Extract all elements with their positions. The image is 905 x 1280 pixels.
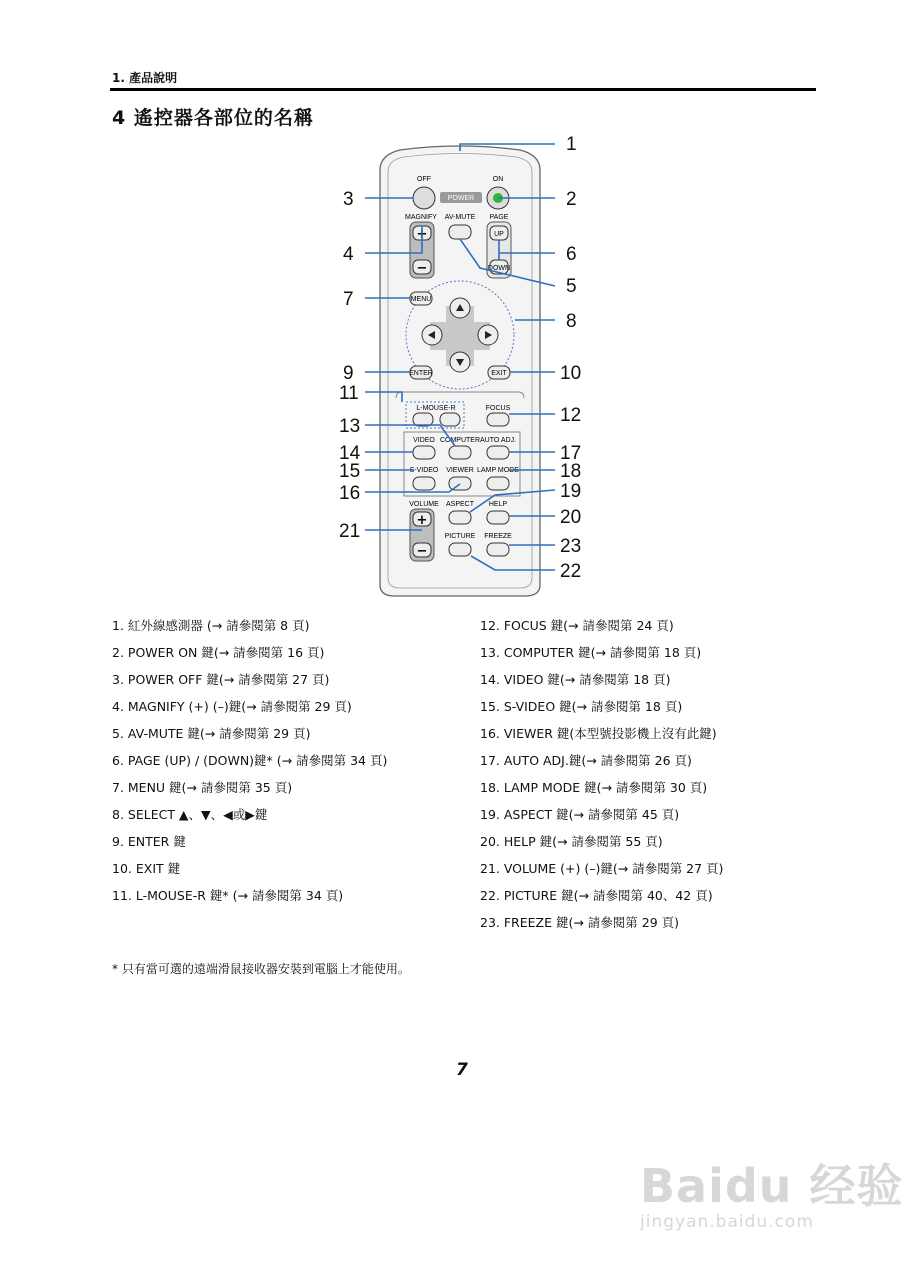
callout-2: 2: [566, 189, 577, 210]
list-item: 16. VIEWER 鍵(本型號投影機上沒有此鍵): [480, 726, 717, 741]
aspect-button: [449, 511, 471, 524]
remote-diagram: [330, 130, 600, 600]
svideo-label: S-VIDEO: [409, 467, 439, 474]
page-title: 4 遙控器各部位的名稱: [112, 107, 314, 129]
viewer-button: [449, 477, 471, 490]
list-item: 19. ASPECT 鍵(→ 請參閱第 45 頁): [480, 807, 680, 822]
list-item: 1. 紅外線感測器 (→ 請參閱第 8 頁): [112, 618, 310, 633]
svg-text:DOWN: DOWN: [487, 265, 511, 272]
list-item: 4. MAGNIFY (+) (–)鍵(→ 請參閱第 29 頁): [112, 699, 352, 714]
aspect-label: ASPECT: [445, 501, 475, 508]
lampmode-label: LAMP MODE: [477, 467, 519, 474]
callout-7: 7: [343, 289, 354, 310]
off-label: OFF: [417, 176, 431, 183]
watermark-url: jingyan.baidu.com: [640, 1212, 814, 1232]
callout-8: 8: [566, 311, 577, 332]
callout-19: 19: [560, 481, 582, 502]
list-item: 3. POWER OFF 鍵(→ 請參閱第 27 頁): [112, 672, 330, 687]
callout-15: 15: [339, 461, 361, 482]
focus-label: FOCUS: [485, 405, 511, 412]
header-rule: [110, 88, 816, 91]
page-label: PAGE: [489, 214, 509, 221]
list-item: 23. FREEZE 鍵(→ 請參閱第 29 頁): [480, 915, 680, 930]
list-item: 6. PAGE (UP) / (DOWN)鍵* (→ 請參閱第 34 頁): [112, 753, 388, 768]
svg-text:−: −: [416, 544, 428, 559]
list-item: 2. POWER ON 鍵(→ 請參閱第 16 頁): [112, 645, 325, 660]
computer-label: COMPUTER: [439, 437, 481, 444]
footnote: * 只有當可選的遠端滑鼠接收器安裝到電腦上才能使用。: [112, 962, 410, 976]
callout-4: 4: [343, 244, 354, 265]
avmute-button: [449, 225, 471, 239]
callout-5: 5: [566, 276, 577, 297]
help-button: [487, 511, 509, 524]
list-item: 21. VOLUME (+) (–)鍵(→ 請參閱第 27 頁): [480, 861, 724, 876]
focus-button: [487, 413, 509, 426]
list-item: 17. AUTO ADJ.鍵(→ 請參閱第 26 頁): [480, 753, 692, 768]
svideo-button: [413, 477, 435, 490]
button-list-left: [112, 612, 387, 909]
list-item: 18. LAMP MODE 鍵(→ 請參閱第 30 頁): [480, 780, 708, 795]
svg-text:UP: UP: [494, 231, 504, 238]
callout-10: 10: [560, 363, 582, 384]
lampmode-button: [487, 477, 509, 490]
picture-button: [449, 543, 471, 556]
on-label: ON: [492, 176, 504, 183]
page-number: 7: [456, 1060, 468, 1080]
svg-text:EXIT: EXIT: [491, 370, 507, 377]
r-mouse-button: [440, 413, 460, 426]
picture-label: PICTURE: [444, 533, 476, 540]
avmute-label: AV-MUTE: [444, 214, 476, 221]
list-item: 9. ENTER 鍵: [112, 834, 186, 849]
list-item: 10. EXIT 鍵: [112, 861, 181, 876]
list-item: 14. VIDEO 鍵(→ 請參閱第 18 頁): [480, 672, 671, 687]
power-label: POWER: [447, 195, 475, 202]
callout-18: 18: [560, 461, 582, 482]
magnify-label: MAGNIFY: [405, 214, 437, 221]
callout-14: 14: [339, 443, 361, 464]
list-item: 20. HELP 鍵(→ 請參閱第 55 頁): [480, 834, 663, 849]
volume-label: VOLUME: [409, 501, 439, 508]
lmouser-label: L-MOUSE-R: [416, 405, 456, 412]
callout-13: 13: [339, 416, 361, 437]
list-item: 7. MENU 鍵(→ 請參閱第 35 頁): [112, 780, 293, 795]
callout-12: 12: [560, 405, 582, 426]
autoadj-label: AUTO ADJ.: [479, 437, 517, 444]
svg-text:MENU: MENU: [410, 296, 432, 303]
callout-6: 6: [566, 244, 577, 265]
freeze-button: [487, 543, 509, 556]
watermark-logo: Baidu 经验: [640, 1159, 904, 1213]
list-item: 5. AV-MUTE 鍵(→ 請參閱第 29 頁): [112, 726, 311, 741]
autoadj-button: [487, 446, 509, 459]
watermark: [640, 1150, 904, 1232]
callout-21: 21: [339, 521, 361, 542]
video-label: VIDEO: [413, 437, 435, 444]
callout-9: 9: [343, 363, 354, 384]
list-item: 15. S-VIDEO 鍵(→ 請參閱第 18 頁): [480, 699, 683, 714]
callout-3: 3: [343, 189, 354, 210]
help-label: HELP: [488, 501, 508, 508]
svg-text:+: +: [416, 513, 428, 528]
callout-1: 1: [566, 134, 577, 155]
freeze-label: FREEZE: [484, 533, 512, 540]
section-header: 1. 產品說明: [112, 71, 178, 85]
button-list-right: [480, 612, 723, 936]
l-mouse-button: [413, 413, 433, 426]
list-item: 8. SELECT ▲、▼、◀或▶鍵: [112, 807, 268, 822]
callout-20: 20: [560, 507, 582, 528]
callout-23: 23: [560, 536, 582, 557]
computer-button: [449, 446, 471, 459]
power-off-button: [413, 187, 435, 209]
callout-17: 17: [560, 443, 582, 464]
svg-text:−: −: [416, 261, 428, 276]
viewer-label: VIEWER: [446, 467, 474, 474]
callout-11: 11: [339, 383, 359, 404]
video-button: [413, 446, 435, 459]
svg-text:+: +: [416, 227, 428, 242]
list-item: 11. L-MOUSE-R 鍵* (→ 請參閱第 34 頁): [112, 888, 344, 903]
list-item: 22. PICTURE 鍵(→ 請參閱第 40、42 頁): [480, 888, 713, 903]
list-item: 13. COMPUTER 鍵(→ 請參閱第 18 頁): [480, 645, 702, 660]
svg-text:ENTER: ENTER: [409, 370, 433, 377]
list-item: 12. FOCUS 鍵(→ 請參閱第 24 頁): [480, 618, 674, 633]
callout-22: 22: [560, 561, 582, 582]
callout-16: 16: [339, 483, 361, 504]
